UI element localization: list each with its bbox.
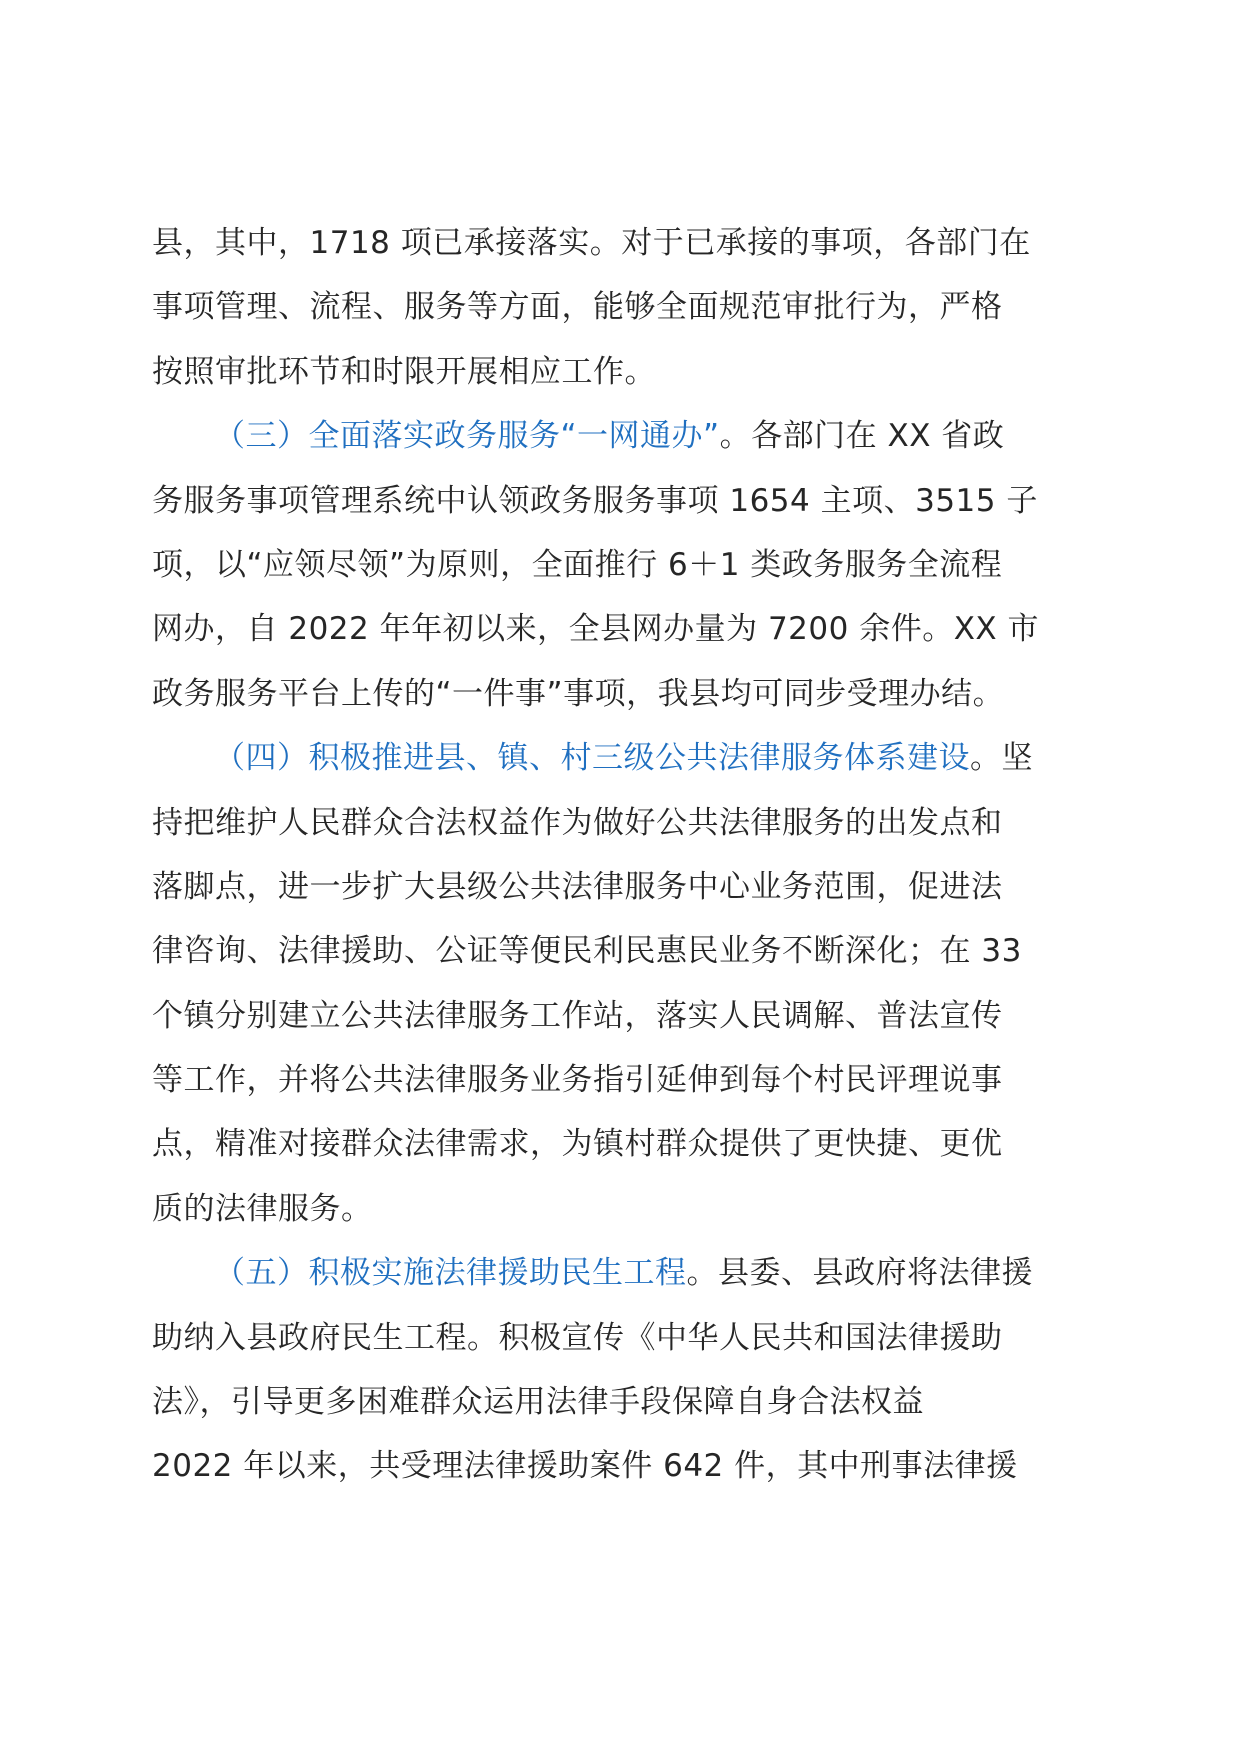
- paragraph-line: 2022 年以来，共受理法律援助案件 642 件，其中刑事法律援: [152, 1448, 1018, 1485]
- paragraph-line: 项，以“应领尽领”为原则，全面推行 6＋1 类政务服务全流程: [152, 546, 1003, 583]
- paragraph-line: 持把维护人民群众合法权益作为做好公共法律服务的出发点和: [152, 804, 1003, 841]
- paragraph-line: 务服务事项管理系统中认领政务服务事项 1654 主项、3515 子: [152, 482, 1038, 519]
- paragraph-line: 质的法律服务。: [152, 1190, 373, 1227]
- paragraph-line: 律咨询、法律援助、公证等便民利民惠民业务不断深化；在 33: [152, 933, 1022, 970]
- paragraph-first-line: [152, 726, 1088, 790]
- paragraph-line: 助纳入县政府民生工程。积极宣传《中华人民共和国法律援助: [152, 1319, 1003, 1356]
- paragraph-line: 落脚点，进一步扩大县级公共法律服务中心业务范围，促进法: [152, 868, 1003, 905]
- paragraph-line: 等工作，并将公共法律服务业务指引延伸到每个村民评理说事: [152, 1062, 1003, 1099]
- paragraph-line: 个镇分别建立公共法律服务工作站，落实人民调解、普法宣传: [152, 997, 1003, 1034]
- paragraph-first-line: [152, 404, 1088, 468]
- paragraph-text: 。坚: [970, 740, 1033, 777]
- section-heading-5: （五）积极实施法律援助民生工程: [214, 1255, 687, 1292]
- paragraph-text: 。县委、县政府将法律援: [686, 1255, 1033, 1292]
- paragraph-line: 点，精准对接群众法律需求，为镇村群众提供了更快捷、更优: [152, 1126, 1003, 1163]
- document-body: [152, 211, 1088, 1499]
- paragraph-line: 网办，自 2022 年年初以来，全县网办量为 7200 余件。XX 市: [152, 611, 1040, 648]
- paragraph-line: 按照审批环节和时限开展相应工作。: [152, 353, 656, 390]
- paragraph-text: 。各部门在 XX 省政: [719, 418, 1005, 455]
- paragraph-first-line: [152, 1241, 1088, 1305]
- section-heading-3: （三）全面落实政务服务“一网通办”: [214, 418, 720, 455]
- paragraph-line: 法》，引导更多困难群众运用法律手段保障自身合法权益: [152, 1384, 924, 1421]
- paragraph-line: 事项管理、流程、服务等方面，能够全面规范审批行为，严格: [152, 289, 1003, 326]
- paragraph-line: 政务服务平台上传的“一件事”事项，我县均可同步受理办结。: [152, 675, 1005, 712]
- paragraph-line: 县，其中，1718 项已承接落实。对于已承接的事项，各部门在: [152, 225, 1031, 261]
- section-heading-4: （四）积极推进县、镇、村三级公共法律服务体系建设: [214, 740, 970, 777]
